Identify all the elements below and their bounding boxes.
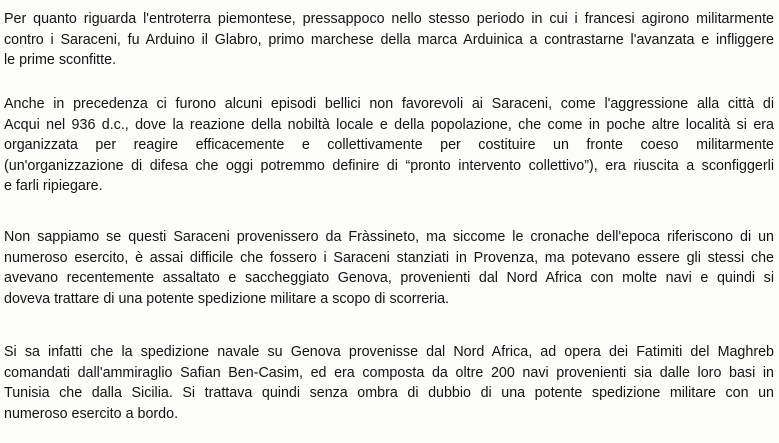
text-line: le prime sconfitte. xyxy=(4,52,117,68)
text-line: Si sa infatti che la spedizione navale su Genova provenisse dal Nord Africa, ad opera dei Fatimiti del Maghreb xyxy=(4,344,774,360)
text-line: Per quanto riguarda l'entroterra piemontese, pressappoco nello stesso periodo in cui i francesi agirono militarmente xyxy=(4,11,774,27)
paragraph-acqui xyxy=(4,94,774,197)
text-line: Tunisia che dalla Sicilia. Si trattava quindi senza ombra di dubbio di una potente spedizione militare con un xyxy=(4,385,774,401)
paragraph-genova xyxy=(4,342,774,424)
text-line: e farli ripiegare. xyxy=(4,178,103,194)
text-line: numeroso esercito, è assai difficile che fossero i Saraceni stanziati in Provenza, ma potevano essere gli stessi che xyxy=(4,249,774,266)
paragraph-frassineto xyxy=(4,227,774,309)
text-line: doveva trattare di una potente spedizione militare a scopo di scorreria. xyxy=(4,290,450,307)
text-line: Anche in precedenza ci furono alcuni episodi bellici non favorevoli ai Saraceni, come l'aggressione alla città di xyxy=(4,96,774,112)
text-line: Acqui nel 936 d.c., dove la reazione della nobiltà locale e della popolazione, che come in poche altre località si era xyxy=(4,116,774,133)
text-line: (un'organizzazione di difesa che oggi potremmo definire di “pronto intervento collettivo”), era riuscita a sconfiggerli xyxy=(4,157,774,174)
text-line: comandati dall'ammiraglio Safian Ben-Casim, ed era composta da oltre 200 navi provenienti sia dalle loro basi in xyxy=(4,364,774,381)
text-line: contro i Saraceni, fu Arduino il Glabro, primo marchese della marca Arduinica a contrastarne l'avanzata e infliggere xyxy=(4,31,774,48)
text-line: numeroso esercito a bordo. xyxy=(4,405,179,422)
text-line: avevano recentemente assaltato e saccheggiato Genova, provenienti dal Nord Africa con molte navi e quindi si xyxy=(4,270,774,286)
paragraph-arduino xyxy=(4,9,774,71)
text-line: organizzata per reagire efficacemente e collettivamente per costituire un fronte coeso militarmente xyxy=(4,137,774,153)
text-line: Non sappiamo se questi Saraceni provenissero da Fràssineto, ma siccome le cronache dell'epoca riferiscono di un xyxy=(4,229,774,245)
